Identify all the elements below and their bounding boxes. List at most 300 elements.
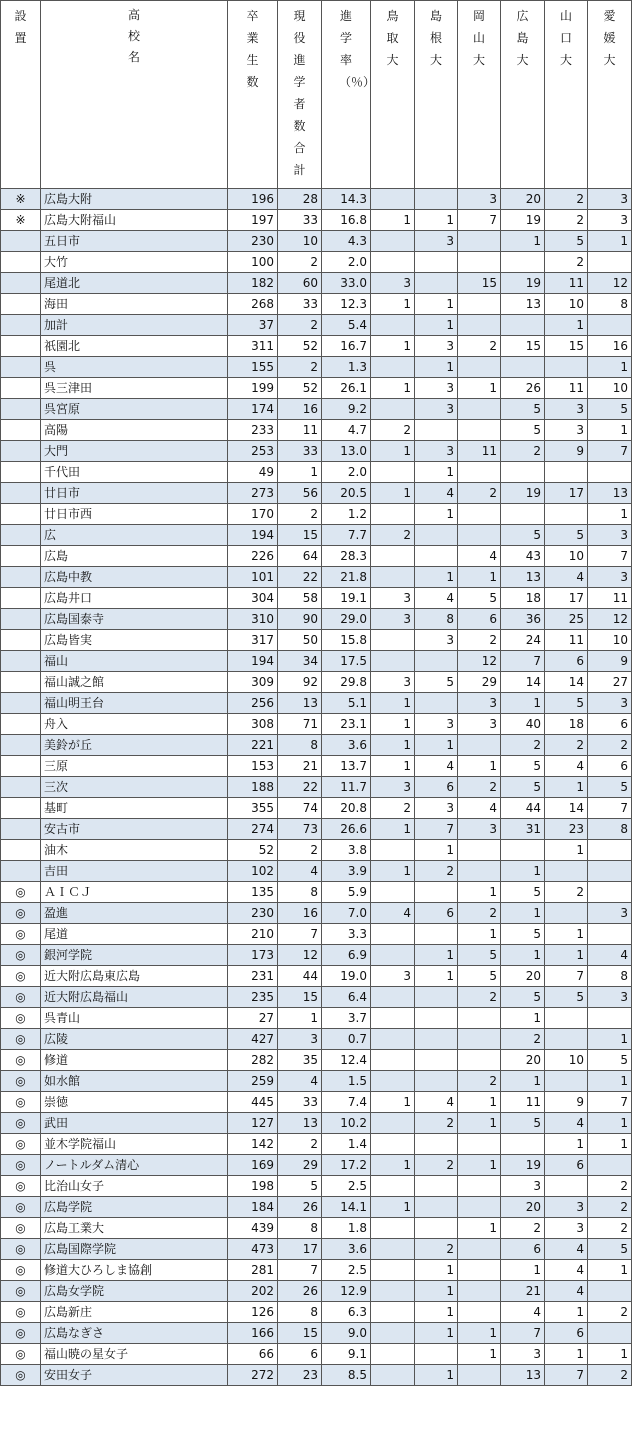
total-enrolled-cell: 35 <box>278 1050 322 1071</box>
okayama-cell <box>458 315 501 336</box>
hiroshima-cell: 5 <box>501 924 545 945</box>
shimane-cell: 6 <box>415 777 458 798</box>
okayama-cell: 2 <box>458 336 501 357</box>
ehime-cell: 5 <box>588 777 632 798</box>
school-name-cell: 如水館 <box>41 1071 228 1092</box>
shimane-cell: 3 <box>415 798 458 819</box>
hiroshima-cell: 1 <box>501 903 545 924</box>
school-name-cell: 修道大ひろしま協創 <box>41 1260 228 1281</box>
table-row <box>1 693 632 714</box>
ehime-cell: 1 <box>588 1113 632 1134</box>
tottori-cell: 3 <box>371 777 415 798</box>
total-enrolled-cell: 21 <box>278 756 322 777</box>
table-row <box>1 231 632 252</box>
total-enrolled-cell: 10 <box>278 231 322 252</box>
okayama-cell <box>458 1176 501 1197</box>
total-enrolled-cell: 2 <box>278 840 322 861</box>
yamaguchi-cell: 3 <box>545 399 588 420</box>
shimane-cell <box>415 252 458 273</box>
ehime-cell: 3 <box>588 903 632 924</box>
shimane-cell <box>415 1197 458 1218</box>
yamaguchi-cell: 4 <box>545 1260 588 1281</box>
graduates-cell: 49 <box>228 462 278 483</box>
okayama-cell: 29 <box>458 672 501 693</box>
total-enrolled-cell: 13 <box>278 693 322 714</box>
rate-cell: 12.4 <box>322 1050 371 1071</box>
yamaguchi-cell: 10 <box>545 546 588 567</box>
okayama-cell: 1 <box>458 1323 501 1344</box>
rate-cell: 14.3 <box>322 189 371 210</box>
table-row <box>1 357 632 378</box>
total-enrolled-cell: 7 <box>278 924 322 945</box>
shimane-cell <box>415 693 458 714</box>
establishment-cell <box>1 378 41 399</box>
tottori-cell: 1 <box>371 1155 415 1176</box>
school-name-cell: 広島 <box>41 546 228 567</box>
establishment-cell: ◎ <box>1 945 41 966</box>
tottori-cell <box>371 1365 415 1386</box>
okayama-cell <box>458 735 501 756</box>
school-name-cell: 高陽 <box>41 420 228 441</box>
total-enrolled-cell: 22 <box>278 777 322 798</box>
rate-cell: 33.0 <box>322 273 371 294</box>
shimane-cell: 2 <box>415 1113 458 1134</box>
tottori-cell: 1 <box>371 1092 415 1113</box>
table-row <box>1 735 632 756</box>
shimane-cell: 1 <box>415 210 458 231</box>
school-name-cell: 廿日市西 <box>41 504 228 525</box>
yamaguchi-cell: 5 <box>545 987 588 1008</box>
graduates-cell: 174 <box>228 399 278 420</box>
ehime-cell: 1 <box>588 357 632 378</box>
hiroshima-cell: 19 <box>501 483 545 504</box>
shimane-cell: 4 <box>415 756 458 777</box>
yamaguchi-cell: 17 <box>545 483 588 504</box>
total-enrolled-cell: 26 <box>278 1281 322 1302</box>
establishment-cell <box>1 840 41 861</box>
tottori-cell: 1 <box>371 378 415 399</box>
establishment-cell: ◎ <box>1 1302 41 1323</box>
school-name-cell: 広島女学院 <box>41 1281 228 1302</box>
yamaguchi-cell: 3 <box>545 1197 588 1218</box>
rate-cell: 7.4 <box>322 1092 371 1113</box>
ehime-cell <box>588 840 632 861</box>
school-name-cell: 広島工業大 <box>41 1218 228 1239</box>
ehime-cell: 5 <box>588 1239 632 1260</box>
tottori-cell: 2 <box>371 798 415 819</box>
school-name-cell: 尾道北 <box>41 273 228 294</box>
ehime-cell <box>588 462 632 483</box>
shimane-cell: 1 <box>415 567 458 588</box>
tottori-cell: 1 <box>371 441 415 462</box>
total-enrolled-cell: 26 <box>278 1197 322 1218</box>
yamaguchi-cell: 4 <box>545 1113 588 1134</box>
graduates-cell: 221 <box>228 735 278 756</box>
okayama-cell: 2 <box>458 903 501 924</box>
table-row <box>1 1050 632 1071</box>
total-enrolled-cell: 28 <box>278 189 322 210</box>
table-row <box>1 861 632 882</box>
tottori-cell <box>371 462 415 483</box>
tottori-cell: 1 <box>371 861 415 882</box>
rate-cell: 17.5 <box>322 651 371 672</box>
okayama-cell <box>458 1302 501 1323</box>
establishment-cell <box>1 819 41 840</box>
rate-cell: 1.3 <box>322 357 371 378</box>
shimane-cell: 4 <box>415 483 458 504</box>
graduates-cell: 259 <box>228 1071 278 1092</box>
graduates-cell: 199 <box>228 378 278 399</box>
table-row <box>1 651 632 672</box>
graduates-cell: 304 <box>228 588 278 609</box>
rate-cell: 5.4 <box>322 315 371 336</box>
header-enrollment-rate: 進学率（％） <box>322 1 371 189</box>
school-name-cell: 安田女子 <box>41 1365 228 1386</box>
yamaguchi-cell: 1 <box>545 924 588 945</box>
table-row <box>1 1239 632 1260</box>
establishment-cell: ※ <box>1 210 41 231</box>
ehime-cell <box>588 1323 632 1344</box>
shimane-cell: 1 <box>415 294 458 315</box>
school-name-cell: 海田 <box>41 294 228 315</box>
tottori-cell: 3 <box>371 588 415 609</box>
ehime-cell: 8 <box>588 294 632 315</box>
graduates-cell: 100 <box>228 252 278 273</box>
table-row <box>1 1281 632 1302</box>
tottori-cell: 1 <box>371 336 415 357</box>
shimane-cell <box>415 273 458 294</box>
yamaguchi-cell <box>545 462 588 483</box>
header-yamaguchi: 山口大 <box>545 1 588 189</box>
hiroshima-cell: 1 <box>501 945 545 966</box>
hiroshima-cell: 19 <box>501 210 545 231</box>
okayama-cell <box>458 399 501 420</box>
yamaguchi-cell: 1 <box>545 945 588 966</box>
total-enrolled-cell: 58 <box>278 588 322 609</box>
rate-cell: 11.7 <box>322 777 371 798</box>
shimane-cell: 1 <box>415 735 458 756</box>
hiroshima-cell <box>501 357 545 378</box>
table-row <box>1 1176 632 1197</box>
establishment-cell: ◎ <box>1 1281 41 1302</box>
graduates-cell: 126 <box>228 1302 278 1323</box>
shimane-cell: 1 <box>415 1281 458 1302</box>
okayama-cell: 12 <box>458 651 501 672</box>
total-enrolled-cell: 92 <box>278 672 322 693</box>
shimane-cell: 6 <box>415 903 458 924</box>
header-graduates: 卒業生数 <box>228 1 278 189</box>
okayama-cell: 1 <box>458 1218 501 1239</box>
rate-cell: 12.3 <box>322 294 371 315</box>
shimane-cell: 4 <box>415 588 458 609</box>
tottori-cell <box>371 651 415 672</box>
rate-cell: 2.5 <box>322 1260 371 1281</box>
school-name-cell: 比治山女子 <box>41 1176 228 1197</box>
establishment-cell <box>1 273 41 294</box>
ehime-cell: 13 <box>588 483 632 504</box>
shimane-cell: 1 <box>415 504 458 525</box>
school-name-cell: 広島国泰寺 <box>41 609 228 630</box>
ehime-cell: 3 <box>588 189 632 210</box>
graduates-cell: 188 <box>228 777 278 798</box>
yamaguchi-cell: 15 <box>545 336 588 357</box>
table-row <box>1 252 632 273</box>
okayama-cell: 6 <box>458 609 501 630</box>
hiroshima-cell: 5 <box>501 882 545 903</box>
hiroshima-cell <box>501 252 545 273</box>
shimane-cell <box>415 189 458 210</box>
yamaguchi-cell: 9 <box>545 441 588 462</box>
hiroshima-cell: 5 <box>501 987 545 1008</box>
school-name-cell: 広島中教 <box>41 567 228 588</box>
school-name-cell: 三次 <box>41 777 228 798</box>
establishment-cell: ◎ <box>1 1260 41 1281</box>
school-name-cell: 尾道 <box>41 924 228 945</box>
graduates-cell: 127 <box>228 1113 278 1134</box>
table-row <box>1 210 632 231</box>
okayama-cell <box>458 1365 501 1386</box>
graduates-cell: 230 <box>228 231 278 252</box>
total-enrolled-cell: 44 <box>278 966 322 987</box>
ehime-cell: 1 <box>588 1029 632 1050</box>
total-enrolled-cell: 33 <box>278 294 322 315</box>
graduates-cell: 194 <box>228 651 278 672</box>
graduates-cell: 66 <box>228 1344 278 1365</box>
establishment-cell <box>1 546 41 567</box>
okayama-cell: 1 <box>458 756 501 777</box>
okayama-cell <box>458 1260 501 1281</box>
shimane-cell <box>415 546 458 567</box>
graduates-cell: 27 <box>228 1008 278 1029</box>
rate-cell: 15.8 <box>322 630 371 651</box>
graduates-cell: 308 <box>228 714 278 735</box>
okayama-cell <box>458 1050 501 1071</box>
yamaguchi-cell: 11 <box>545 630 588 651</box>
total-enrolled-cell: 8 <box>278 735 322 756</box>
establishment-cell: ◎ <box>1 1050 41 1071</box>
table-row <box>1 1113 632 1134</box>
okayama-cell: 1 <box>458 924 501 945</box>
shimane-cell <box>415 882 458 903</box>
ehime-cell: 3 <box>588 525 632 546</box>
total-enrolled-cell: 50 <box>278 630 322 651</box>
yamaguchi-cell: 17 <box>545 588 588 609</box>
okayama-cell: 4 <box>458 546 501 567</box>
yamaguchi-cell <box>545 504 588 525</box>
school-name-cell: 近大附広島福山 <box>41 987 228 1008</box>
school-name-cell: 広島学院 <box>41 1197 228 1218</box>
total-enrolled-cell: 2 <box>278 357 322 378</box>
tottori-cell <box>371 504 415 525</box>
tottori-cell <box>371 1029 415 1050</box>
shimane-cell: 1 <box>415 462 458 483</box>
hiroshima-cell <box>501 1134 545 1155</box>
ehime-cell: 1 <box>588 420 632 441</box>
yamaguchi-cell: 1 <box>545 1134 588 1155</box>
table-row <box>1 273 632 294</box>
table-row <box>1 588 632 609</box>
school-name-cell: 広 <box>41 525 228 546</box>
school-name-cell: 美鈴が丘 <box>41 735 228 756</box>
shimane-cell: 3 <box>415 630 458 651</box>
yamaguchi-cell: 10 <box>545 1050 588 1071</box>
school-name-cell: 吉田 <box>41 861 228 882</box>
establishment-cell <box>1 483 41 504</box>
okayama-cell: 2 <box>458 777 501 798</box>
hiroshima-cell: 13 <box>501 567 545 588</box>
establishment-cell <box>1 315 41 336</box>
hiroshima-cell: 1 <box>501 861 545 882</box>
shimane-cell: 3 <box>415 336 458 357</box>
yamaguchi-cell <box>545 1029 588 1050</box>
okayama-cell: 1 <box>458 882 501 903</box>
table-row <box>1 294 632 315</box>
okayama-cell <box>458 294 501 315</box>
yamaguchi-cell: 5 <box>545 693 588 714</box>
total-enrolled-cell: 4 <box>278 861 322 882</box>
graduates-cell: 194 <box>228 525 278 546</box>
rate-cell: 3.7 <box>322 1008 371 1029</box>
total-enrolled-cell: 17 <box>278 1239 322 1260</box>
hiroshima-cell: 19 <box>501 273 545 294</box>
rate-cell: 2.5 <box>322 1176 371 1197</box>
shimane-cell: 3 <box>415 231 458 252</box>
yamaguchi-cell: 6 <box>545 1155 588 1176</box>
graduates-cell: 309 <box>228 672 278 693</box>
tottori-cell <box>371 357 415 378</box>
header-hiroshima: 広島大 <box>501 1 545 189</box>
school-name-cell: 武田 <box>41 1113 228 1134</box>
yamaguchi-cell: 2 <box>545 735 588 756</box>
rate-cell: 14.1 <box>322 1197 371 1218</box>
shimane-cell <box>415 1134 458 1155</box>
hiroshima-cell <box>501 462 545 483</box>
school-name-cell: 福山明王台 <box>41 693 228 714</box>
establishment-cell: ◎ <box>1 1176 41 1197</box>
establishment-cell: ◎ <box>1 1344 41 1365</box>
graduates-cell: 355 <box>228 798 278 819</box>
establishment-cell <box>1 399 41 420</box>
okayama-cell: 1 <box>458 1092 501 1113</box>
table-row <box>1 378 632 399</box>
okayama-cell: 1 <box>458 1155 501 1176</box>
okayama-cell: 3 <box>458 714 501 735</box>
total-enrolled-cell: 29 <box>278 1155 322 1176</box>
tottori-cell: 3 <box>371 672 415 693</box>
tottori-cell: 1 <box>371 483 415 504</box>
okayama-cell: 3 <box>458 693 501 714</box>
rate-cell: 5.1 <box>322 693 371 714</box>
total-enrolled-cell: 16 <box>278 903 322 924</box>
okayama-cell: 3 <box>458 819 501 840</box>
total-enrolled-cell: 73 <box>278 819 322 840</box>
header-total-enrolled: 現役進学者数合計 <box>278 1 322 189</box>
rate-cell: 13.7 <box>322 756 371 777</box>
tottori-cell <box>371 1302 415 1323</box>
establishment-cell <box>1 609 41 630</box>
hiroshima-cell: 20 <box>501 966 545 987</box>
rate-cell: 12.9 <box>322 1281 371 1302</box>
rate-cell: 5.9 <box>322 882 371 903</box>
okayama-cell <box>458 252 501 273</box>
ehime-cell <box>588 861 632 882</box>
table-row <box>1 1197 632 1218</box>
yamaguchi-cell: 5 <box>545 231 588 252</box>
graduates-cell: 202 <box>228 1281 278 1302</box>
hiroshima-cell: 5 <box>501 399 545 420</box>
shimane-cell: 2 <box>415 1155 458 1176</box>
school-name-cell: 廿日市 <box>41 483 228 504</box>
tottori-cell <box>371 231 415 252</box>
yamaguchi-cell <box>545 861 588 882</box>
shimane-cell: 1 <box>415 1365 458 1386</box>
total-enrolled-cell: 11 <box>278 420 322 441</box>
okayama-cell: 11 <box>458 441 501 462</box>
total-enrolled-cell: 8 <box>278 1302 322 1323</box>
ehime-cell: 10 <box>588 630 632 651</box>
ehime-cell: 2 <box>588 735 632 756</box>
ehime-cell: 7 <box>588 441 632 462</box>
tottori-cell <box>371 567 415 588</box>
okayama-cell <box>458 861 501 882</box>
table-row <box>1 483 632 504</box>
shimane-cell: 1 <box>415 1323 458 1344</box>
tottori-cell <box>371 987 415 1008</box>
yamaguchi-cell <box>545 1071 588 1092</box>
school-name-cell: 五日市 <box>41 231 228 252</box>
yamaguchi-cell: 7 <box>545 1365 588 1386</box>
school-name-cell: 安古市 <box>41 819 228 840</box>
tottori-cell <box>371 1218 415 1239</box>
yamaguchi-cell: 2 <box>545 189 588 210</box>
tottori-cell <box>371 840 415 861</box>
okayama-cell <box>458 462 501 483</box>
graduates-cell: 102 <box>228 861 278 882</box>
table-row <box>1 903 632 924</box>
graduates-cell: 182 <box>228 273 278 294</box>
establishment-cell <box>1 777 41 798</box>
hiroshima-cell: 5 <box>501 420 545 441</box>
hiroshima-cell: 26 <box>501 378 545 399</box>
rate-cell: 19.0 <box>322 966 371 987</box>
ehime-cell: 2 <box>588 1218 632 1239</box>
establishment-cell <box>1 735 41 756</box>
total-enrolled-cell: 52 <box>278 378 322 399</box>
ehime-cell: 5 <box>588 399 632 420</box>
total-enrolled-cell: 33 <box>278 441 322 462</box>
okayama-cell: 2 <box>458 630 501 651</box>
school-name-cell: 並木学院福山 <box>41 1134 228 1155</box>
tottori-cell <box>371 189 415 210</box>
shimane-cell: 3 <box>415 378 458 399</box>
hiroshima-cell: 1 <box>501 693 545 714</box>
total-enrolled-cell: 2 <box>278 252 322 273</box>
shimane-cell: 4 <box>415 1092 458 1113</box>
shimane-cell <box>415 525 458 546</box>
rate-cell: 26.6 <box>322 819 371 840</box>
total-enrolled-cell: 8 <box>278 882 322 903</box>
okayama-cell <box>458 420 501 441</box>
rate-cell: 4.3 <box>322 231 371 252</box>
rate-cell: 7.7 <box>322 525 371 546</box>
graduates-cell: 427 <box>228 1029 278 1050</box>
hiroshima-cell: 43 <box>501 546 545 567</box>
hiroshima-cell: 6 <box>501 1239 545 1260</box>
shimane-cell: 3 <box>415 441 458 462</box>
hiroshima-cell: 5 <box>501 756 545 777</box>
graduates-cell: 274 <box>228 819 278 840</box>
establishment-cell <box>1 651 41 672</box>
